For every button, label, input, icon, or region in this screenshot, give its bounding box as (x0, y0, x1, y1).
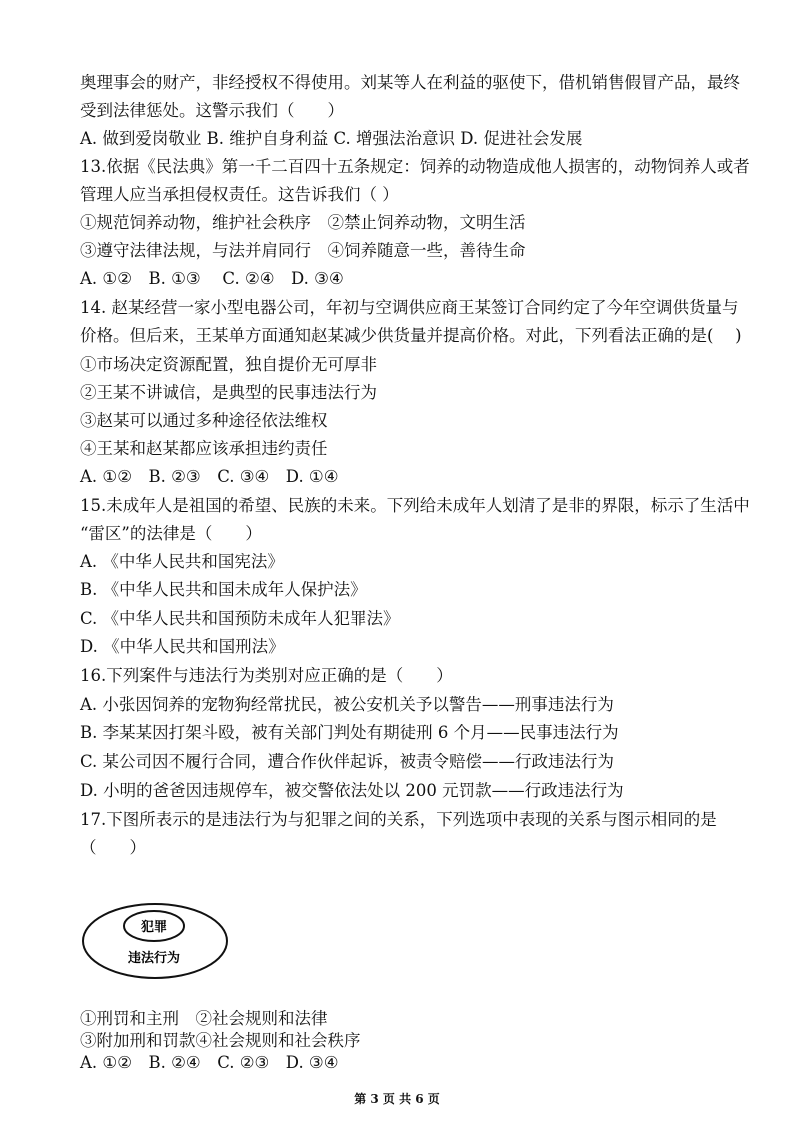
question-14: 14. 赵某经营一家小型电器公司，年初与空调供应商王某签订合同约定了今年空调供货量与 (80, 298, 739, 317)
text-line: A. 《中华人民共和国宪法》 (80, 552, 284, 571)
text-line: B. 《中华人民共和国未成年人保护法》 (80, 580, 367, 599)
text-line: ①市场决定资源配置，独自提价无可厚非 (80, 355, 377, 374)
text-line: 奥理事会的财产，非经授权不得使用。刘某等人在利益的驱使下，借机销售假冒产品，最终 (80, 73, 740, 92)
question-13: 13.依据《民法典》第一千二百四十五条规定：饲养的动物造成他人损害的，动物饲养人或者 (80, 157, 750, 176)
text-line: ①规范饲养动物，维护社会秩序 ②禁止饲养动物，文明生活 (80, 213, 526, 232)
outer-label: 违法行为 (127, 951, 181, 966)
text-line: A. ①② B. ②③ C. ③④ D. ①④ (80, 467, 339, 486)
option-line: ①刑罚和主刑 ②社会规则和法律 (80, 1009, 328, 1028)
text-line: 价格。但后来，王某单方面通知赵某减少供货量并提高价格。对此，下列看法正确的是( ) (80, 326, 742, 345)
text-line: （ ） (80, 838, 146, 857)
text-line: 管理人应当承担侵权责任。这告诉我们（ ） (80, 185, 399, 204)
option-line: ③附加刑和罚款④社会规则和社会秩序 (80, 1031, 361, 1050)
text-line: ④王某和赵某都应该承担违约责任 (80, 439, 328, 458)
inner-label: 犯罪 (140, 920, 168, 935)
question-16: 16.下列案件与违法行为类别对应正确的是（ ） (80, 666, 453, 685)
text-line: B. 李某某因打架斗殴，被有关部门判处有期徒刑 6 个月——民事违法行为 (80, 723, 619, 742)
question-15: 15.未成年人是祖国的希望、民族的未来。下列给未成年人划清了是非的界限，标示了生活中 (80, 496, 750, 515)
text-line: C. 某公司因不履行合同，遭合作伙伴起诉，被责令赔偿——行政违法行为 (80, 752, 615, 771)
text-line: A. ①② B. ①③ C. ②④ D. ③④ (80, 269, 344, 288)
text-line: A. 做到爱岗敬业 B. 维护自身利益 C. 增强法治意识 D. 促进社会发展 (80, 129, 583, 148)
text-line: 受到法律惩处。这警示我们（ ） (80, 101, 344, 120)
page-footer: 第 3 页 共 6 页 (354, 1092, 440, 1106)
text-line: C. 《中华人民共和国预防未成年人犯罪法》 (80, 609, 400, 628)
text-line: ③遵守法律法规，与法并肩同行 ④饲养随意一些，善待生命 (80, 241, 526, 260)
text-line: ②王某不讲诚信，是典型的民事违法行为 (80, 383, 377, 402)
text-line: A. 小张因饲养的宠物狗经常扰民，被公安机关予以警告——刑事违法行为 (80, 695, 614, 714)
text-line: D. 《中华人民共和国刑法》 (80, 637, 285, 656)
option-line: A. ①② B. ②④ C. ②③ D. ③④ (80, 1053, 339, 1072)
question-17: 17.下图所表示的是违法行为与犯罪之间的关系，下列选项中表现的关系与图示相同的是 (80, 810, 717, 829)
text-line: D. 小明的爸爸因违规停车，被交警依法处以 200 元罚款——行政违法行为 (80, 781, 624, 800)
text-line: “雷区”的法律是（ ） (80, 524, 262, 543)
text-line: ③赵某可以通过多种途径依法维权 (80, 411, 328, 430)
relationship-diagram (80, 900, 230, 982)
